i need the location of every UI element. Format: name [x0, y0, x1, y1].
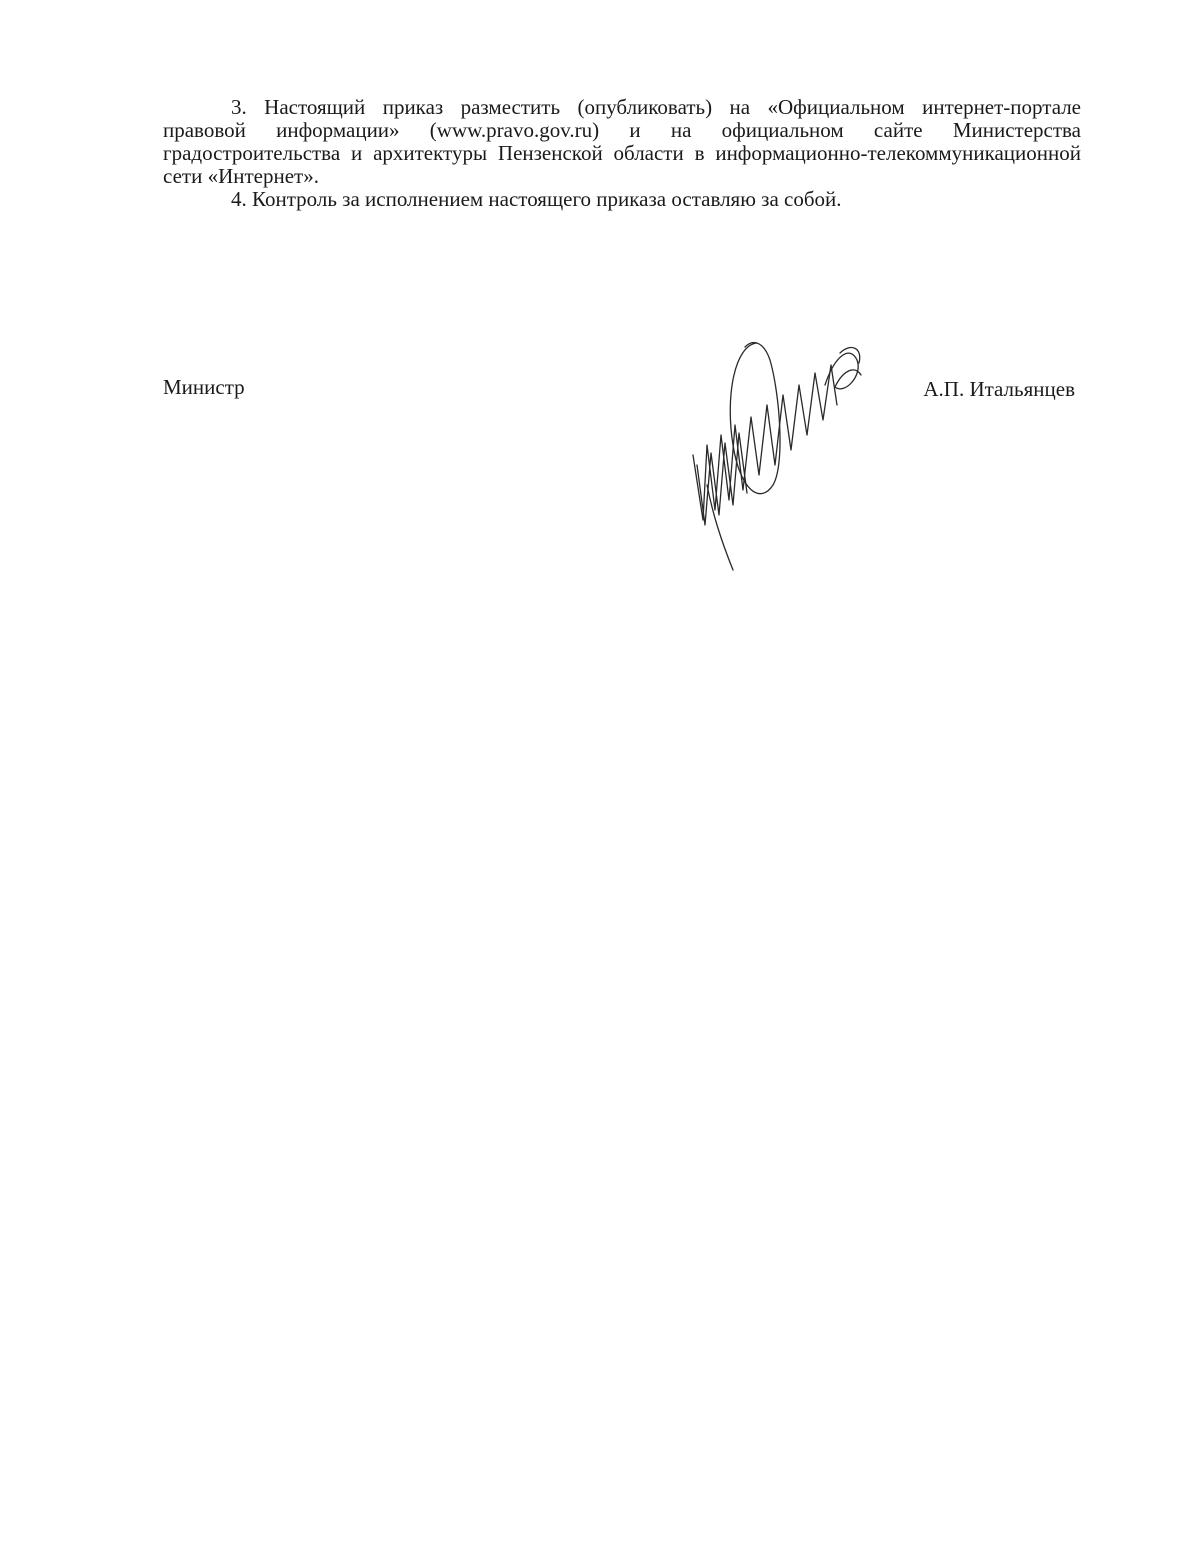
paragraph-publication: 3. Настоящий приказ разместить (опубликовать) на «Официальном интернет-портале правовой информации» (www.pravo.gov.ru) и на официальном сайте Министерства градостроительства и архитектуры Пензенской области в информационно-телекоммуникационной сети «Интернет». [163, 95, 1081, 188]
signature-flourish [825, 353, 861, 389]
signer-name: А.П. Итальянцев [923, 377, 1075, 401]
document-body [163, 96, 1081, 211]
signature-block [163, 375, 1081, 405]
signature-zigzag [693, 365, 837, 520]
signer-title: Министр [163, 375, 245, 399]
paragraph-control: 4. Контроль за исполнением настоящего приказа оставляю за собой. [231, 187, 842, 211]
handwritten-signature [685, 325, 875, 575]
signature-loop [730, 343, 780, 494]
